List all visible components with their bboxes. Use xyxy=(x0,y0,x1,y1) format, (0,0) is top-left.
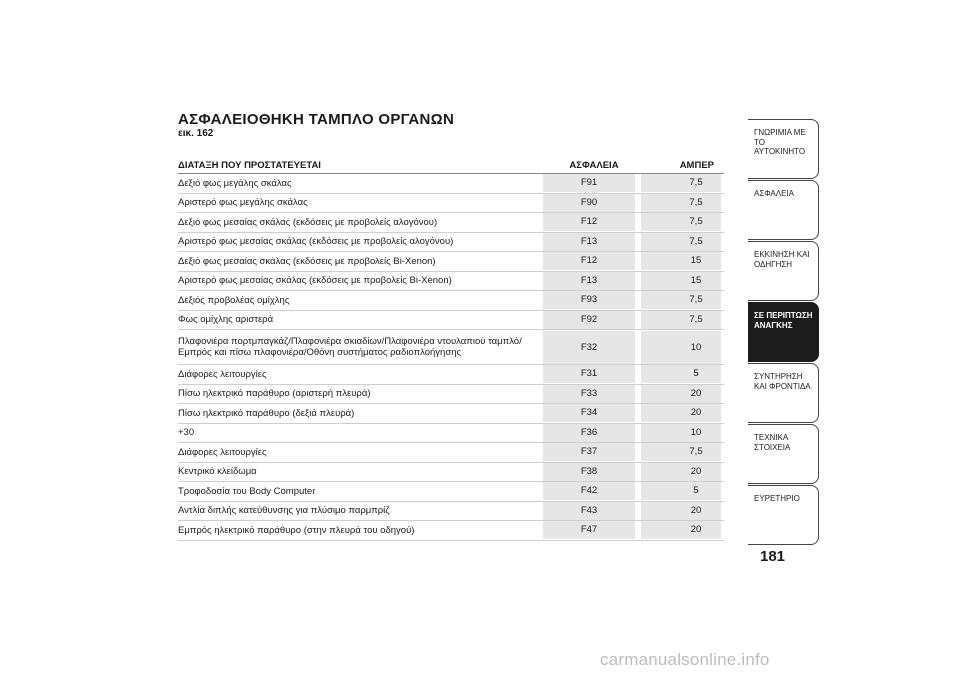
row-ampere: 15 xyxy=(641,272,721,290)
row-description: Διάφορες λειτουργίες xyxy=(178,365,540,385)
row-fuse: F36 xyxy=(543,424,635,442)
row-description: +30 xyxy=(178,423,540,443)
row-ampere-cell xyxy=(638,213,724,233)
column-header-fuse: ΑΣΦΑΛΕΙΑ xyxy=(540,157,638,174)
table-row xyxy=(178,330,724,365)
row-fuse: F12 xyxy=(543,213,635,231)
table-row xyxy=(178,291,724,311)
row-fuse: F42 xyxy=(543,482,635,500)
row-fuse-cell xyxy=(540,271,638,291)
table-row xyxy=(178,443,724,463)
row-fuse: F38 xyxy=(543,463,635,481)
row-description: Αριστερό φως μεσαίας σκάλας (εκδόσεις με προβολείς αλογόνου) xyxy=(178,232,540,252)
table-row xyxy=(178,384,724,404)
page-number: 181 xyxy=(760,548,786,565)
table-row xyxy=(178,252,724,272)
chapter-tab[interactable]: ΕΥΡΕΤΗΡΙΟ xyxy=(748,485,819,545)
row-ampere-cell xyxy=(638,462,724,482)
row-ampere: 7,5 xyxy=(641,233,721,251)
table-row xyxy=(178,404,724,424)
row-ampere-cell xyxy=(638,291,724,311)
row-ampere: 7,5 xyxy=(641,443,721,461)
row-fuse-cell xyxy=(540,501,638,521)
chapter-tab[interactable]: ΤΕΧΝΙΚΑ ΣΤΟΙΧΕΙΑ xyxy=(748,424,819,484)
row-fuse: F32 xyxy=(543,331,635,364)
row-ampere-cell xyxy=(638,501,724,521)
row-ampere-cell xyxy=(638,232,724,252)
row-fuse-cell xyxy=(540,482,638,502)
row-ampere: 7,5 xyxy=(641,311,721,329)
table-row xyxy=(178,213,724,233)
table-row xyxy=(178,271,724,291)
row-ampere-cell xyxy=(638,443,724,463)
row-description: Δεξιό φως μεγάλης σκάλας xyxy=(178,174,540,194)
row-fuse-cell xyxy=(540,365,638,385)
row-fuse: F34 xyxy=(543,404,635,422)
row-fuse-cell xyxy=(540,193,638,213)
row-description: Αριστερό φως μεσαίας σκάλας (εκδόσεις με προβολείς Bi-Xenon) xyxy=(178,271,540,291)
row-ampere-cell xyxy=(638,330,724,365)
column-header-ampere: ΑΜΠΕΡ xyxy=(638,157,724,174)
row-fuse-cell xyxy=(540,232,638,252)
row-ampere: 5 xyxy=(641,365,721,383)
row-fuse: F91 xyxy=(543,174,635,192)
row-ampere: 10 xyxy=(641,424,721,442)
table-row xyxy=(178,521,724,541)
row-ampere: 7,5 xyxy=(641,291,721,309)
row-fuse: F31 xyxy=(543,365,635,383)
table-header-row xyxy=(178,157,724,174)
row-fuse-cell xyxy=(540,384,638,404)
row-ampere: 20 xyxy=(641,502,721,520)
row-ampere: 15 xyxy=(641,252,721,270)
table-row xyxy=(178,423,724,443)
table-row xyxy=(178,174,724,194)
chapter-tab[interactable]: ΓΝΩΡΙΜΙΑ ΜΕ ΤΟ ΑΥΤΟΚΙΝΗΤΟ xyxy=(748,119,819,179)
row-description: Αντλία διπλής κατεύθυνσης για πλύσιμο παρμπρίζ xyxy=(178,501,540,521)
row-ampere: 10 xyxy=(641,331,721,364)
row-ampere-cell xyxy=(638,384,724,404)
row-fuse-cell xyxy=(540,404,638,424)
row-fuse-cell xyxy=(540,462,638,482)
figure-reference: εικ. 162 xyxy=(178,128,214,139)
row-ampere-cell xyxy=(638,423,724,443)
row-fuse-cell xyxy=(540,330,638,365)
row-fuse: F13 xyxy=(543,272,635,290)
row-fuse: F43 xyxy=(543,502,635,520)
row-description: Κεντρικό κλείδωμα xyxy=(178,462,540,482)
row-description: Τροφοδοσία του Body Computer xyxy=(178,482,540,502)
table-row xyxy=(178,462,724,482)
page-title: ΑΣΦΑΛΕΙΟΘΗΚΗ ΤΑΜΠΛΟ ΟΡΓΑΝΩΝ xyxy=(178,111,455,128)
row-description: Πίσω ηλεκτρικό παράθυρο (δεξιά πλευρά) xyxy=(178,404,540,424)
row-fuse: F90 xyxy=(543,194,635,212)
watermark: carmanualsonline.info xyxy=(600,650,770,669)
row-ampere: 20 xyxy=(641,385,721,403)
row-description: Δεξιό φως μεσαίας σκάλας (εκδόσεις με προβολείς Bi-Xenon) xyxy=(178,252,540,272)
row-ampere-cell xyxy=(638,482,724,502)
table-row xyxy=(178,365,724,385)
row-ampere: 20 xyxy=(641,521,721,539)
row-ampere-cell xyxy=(638,521,724,541)
table-row xyxy=(178,310,724,330)
row-ampere-cell xyxy=(638,193,724,213)
table-body xyxy=(178,174,724,541)
chapter-tab[interactable]: ΑΣΦΑΛΕΙΑ xyxy=(748,180,819,240)
row-ampere-cell xyxy=(638,310,724,330)
main-content xyxy=(178,112,724,541)
row-fuse: F93 xyxy=(543,291,635,309)
row-ampere-cell xyxy=(638,365,724,385)
row-ampere-cell xyxy=(638,271,724,291)
row-fuse: F37 xyxy=(543,443,635,461)
row-fuse-cell xyxy=(540,252,638,272)
row-fuse: F33 xyxy=(543,385,635,403)
row-ampere: 20 xyxy=(641,404,721,422)
row-ampere: 7,5 xyxy=(641,174,721,192)
row-description: Πίσω ηλεκτρικό παράθυρο (αριστερή πλευρά) xyxy=(178,384,540,404)
row-ampere-cell xyxy=(638,404,724,424)
row-fuse-cell xyxy=(540,213,638,233)
chapter-tab[interactable]: ΕΚΚΙΝΗΣΗ ΚΑΙ ΟΔΗΓΗΣΗ xyxy=(748,241,819,301)
row-description: Πλαφονιέρα πορτμπαγκάζ/Πλαφονιέρα σκιαδίων/Πλαφονιέρα ντουλαπιού ταμπλό/Εμπρός και πίσω πλαφονιέρα/Οθόνη συστήματος ραδιοπλοήγησης xyxy=(178,330,540,365)
row-fuse-cell xyxy=(540,291,638,311)
row-fuse: F92 xyxy=(543,311,635,329)
row-ampere: 7,5 xyxy=(641,213,721,231)
row-fuse-cell xyxy=(540,443,638,463)
row-description: Αριστερό φως μεγάλης σκάλας xyxy=(178,193,540,213)
row-ampere: 5 xyxy=(641,482,721,500)
table-row xyxy=(178,232,724,252)
row-ampere: 20 xyxy=(641,463,721,481)
row-fuse-cell xyxy=(540,423,638,443)
row-fuse-cell xyxy=(540,310,638,330)
row-description: Διάφορες λειτουργίες xyxy=(178,443,540,463)
row-fuse-cell xyxy=(540,174,638,194)
row-fuse: F13 xyxy=(543,233,635,251)
row-description: Δεξιός προβολέας ομίχλης xyxy=(178,291,540,311)
row-ampere: 7,5 xyxy=(641,194,721,212)
fuse-table xyxy=(178,157,724,541)
row-description: Εμπρός ηλεκτρικό παράθυρο (στην πλευρά του οδηγού) xyxy=(178,521,540,541)
table-row xyxy=(178,501,724,521)
row-description: Δεξιό φως μεσαίας σκάλας (εκδόσεις με προβολείς αλογόνου) xyxy=(178,213,540,233)
row-description: Φως ομίχλης αριστερά xyxy=(178,310,540,330)
chapter-tab[interactable]: ΣΕ ΠΕΡΙΠΤΩΣΗ ΑΝΑΓΚΗΣ xyxy=(748,302,819,362)
row-fuse: F12 xyxy=(543,252,635,270)
chapter-tabs xyxy=(748,119,819,546)
row-ampere-cell xyxy=(638,252,724,272)
chapter-tab[interactable]: ΣΥΝΤΗΡΗΣΗ ΚΑΙ ΦΡΟΝΤΙΔΑ xyxy=(748,363,819,423)
row-fuse-cell xyxy=(540,521,638,541)
column-header-description: ΔΙΑΤΑΞΗ ΠΟΥ ΠΡΟΣΤΑΤΕΥΕΤΑΙ xyxy=(178,157,540,174)
row-ampere-cell xyxy=(638,174,724,194)
table-row xyxy=(178,193,724,213)
row-fuse: F47 xyxy=(543,521,635,539)
table-row xyxy=(178,482,724,502)
